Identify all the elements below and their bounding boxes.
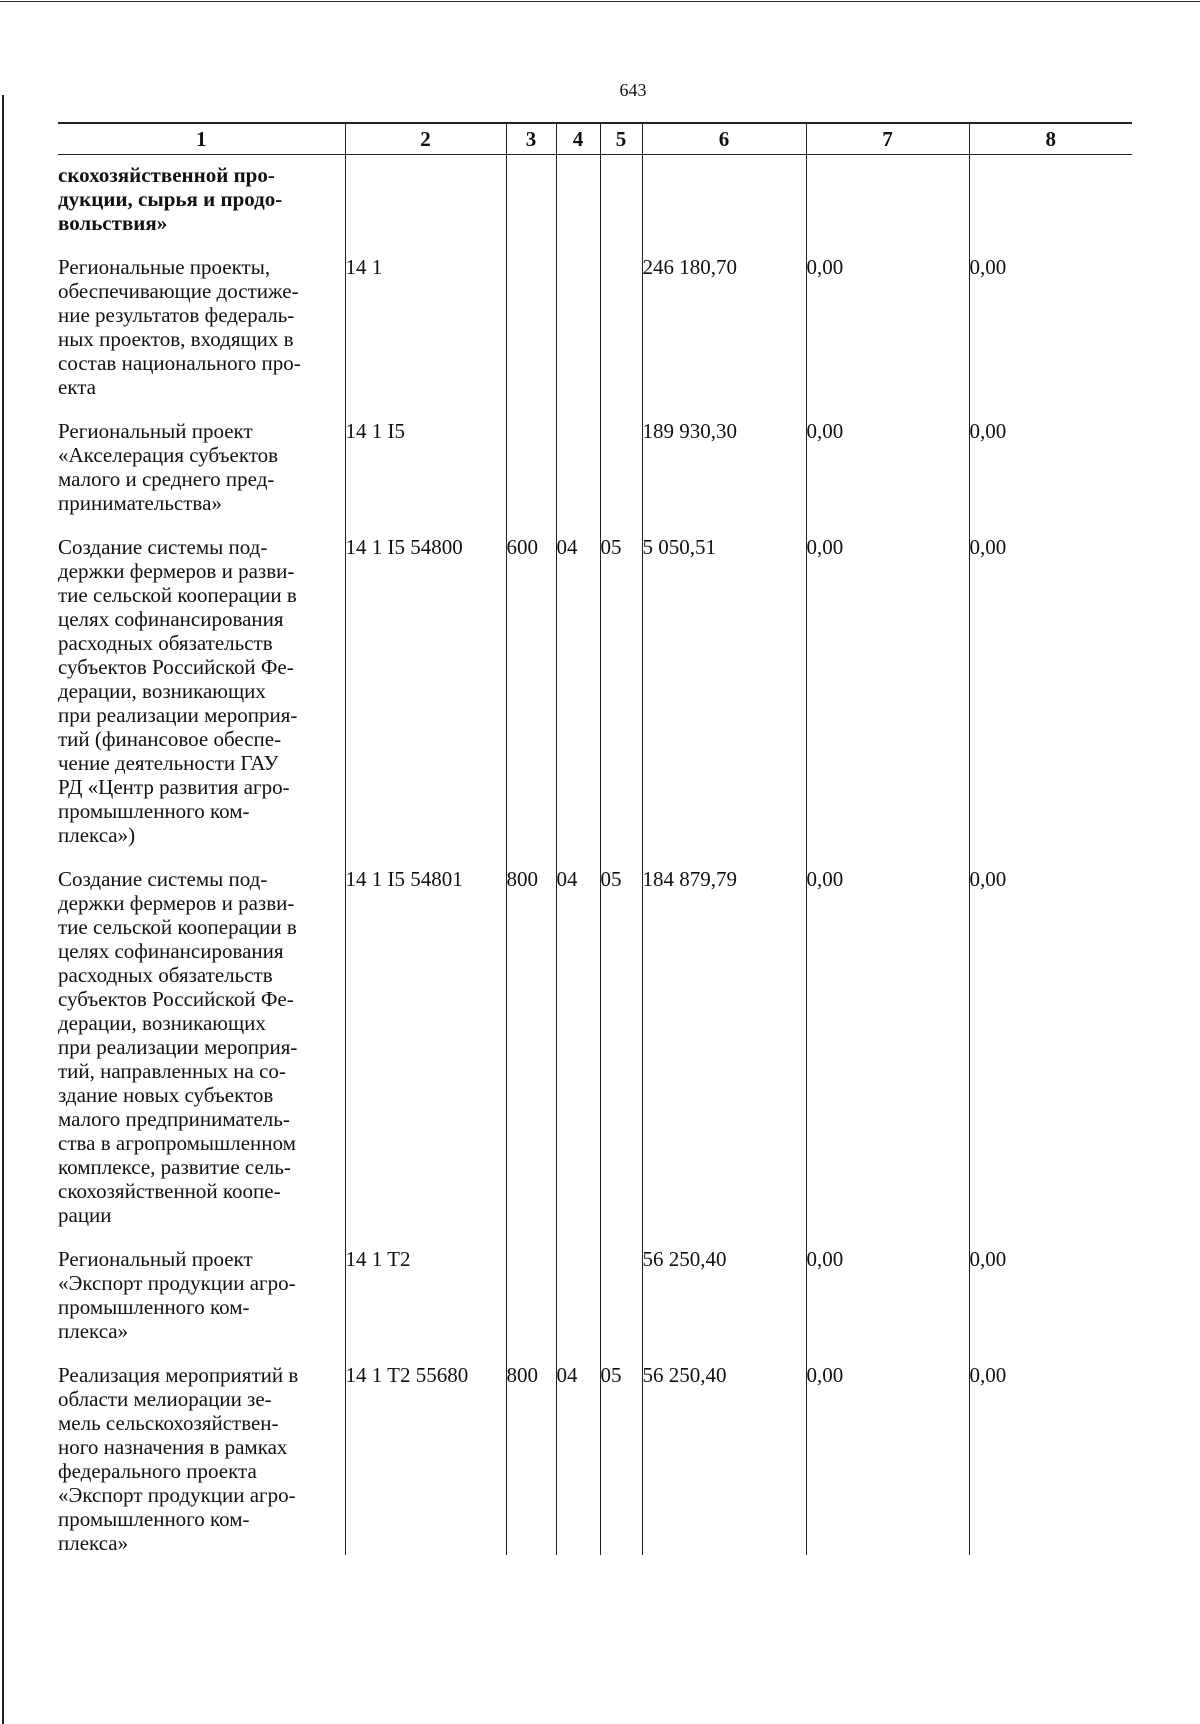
row-name: скохозяйственной про- дукции, сырья и продо- вольствия» xyxy=(58,155,345,236)
row-vr xyxy=(506,155,556,236)
budget-table xyxy=(58,122,1132,1555)
row-sum-col8: 0,00 xyxy=(969,1227,1132,1343)
row-code: 14 1 I5 54800 xyxy=(345,515,506,847)
row-rz: 04 xyxy=(556,847,600,1227)
row-sum-col6 xyxy=(642,155,806,236)
header-col-5: 5 xyxy=(600,123,642,155)
row-vr: 800 xyxy=(506,1343,556,1555)
row-name: Региональный проект «Акселерация субъектов малого и среднего пред- принимательства» xyxy=(58,399,345,515)
row-code xyxy=(345,155,506,236)
row-sum-col7: 0,00 xyxy=(806,847,969,1227)
row-name: Региональный проект «Экспорт продукции агро- промышленного ком- плекса» xyxy=(58,1227,345,1343)
row-sum-col8: 0,00 xyxy=(969,515,1132,847)
row-code: 14 1 T2 xyxy=(345,1227,506,1343)
header-col-3: 3 xyxy=(506,123,556,155)
header-col-4: 4 xyxy=(556,123,600,155)
header-col-1: 1 xyxy=(58,123,345,155)
row-pr xyxy=(600,399,642,515)
row-pr: 05 xyxy=(600,515,642,847)
row-pr xyxy=(600,155,642,236)
row-sum-col8: 0,00 xyxy=(969,847,1132,1227)
row-sum-col8: 0,00 xyxy=(969,399,1132,515)
row-sum-col6: 189 930,30 xyxy=(642,399,806,515)
row-vr: 800 xyxy=(506,847,556,1227)
row-name: Создание системы под- держки фермеров и разви- тие сельской кооперации в целях софинансирования расходных обязательств субъектов Российской Фе- дерации, возникающих при реализации мероприя- тий (финансовое обеспе- чение деятельности ГАУ РД «Центр развития агро- промышленного ком- плекса») xyxy=(58,515,345,847)
row-rz xyxy=(556,155,600,236)
row-rz: 04 xyxy=(556,515,600,847)
row-vr xyxy=(506,399,556,515)
row-sum-col7: 0,00 xyxy=(806,399,969,515)
table-row xyxy=(58,235,1132,399)
row-rz xyxy=(556,399,600,515)
row-sum-col6: 5 050,51 xyxy=(642,515,806,847)
row-sum-col7: 0,00 xyxy=(806,235,969,399)
row-code: 14 1 T2 55680 xyxy=(345,1343,506,1555)
row-sum-col6: 246 180,70 xyxy=(642,235,806,399)
row-pr: 05 xyxy=(600,847,642,1227)
row-code: 14 1 I5 xyxy=(345,399,506,515)
row-vr xyxy=(506,1227,556,1343)
row-rz xyxy=(556,1227,600,1343)
row-sum-col8: 0,00 xyxy=(969,235,1132,399)
row-name: Реализация мероприятий в области мелиорации зе- мель сельскохозяйствен- ного назначения в рамках федерального проекта «Экспорт продукции агро- промышленного ком- плекса» xyxy=(58,1343,345,1555)
row-sum-col7 xyxy=(806,155,969,236)
row-sum-col6: 56 250,40 xyxy=(642,1343,806,1555)
left-border-line xyxy=(2,95,4,1724)
row-rz xyxy=(556,235,600,399)
header-row xyxy=(58,123,1132,155)
row-rz: 04 xyxy=(556,1343,600,1555)
row-vr xyxy=(506,235,556,399)
table-row xyxy=(58,1343,1132,1555)
row-name: Создание системы под- держки фермеров и разви- тие сельской кооперации в целях софинансирования расходных обязательств субъектов Российской Фе- дерации, возникающих при реализации мероприя- тий, направленных на со- здание новых субъектов малого предприниматель- ства в агропромышленном комплексе, развитие сель- скохозяйственной коопе- рации xyxy=(58,847,345,1227)
row-vr: 600 xyxy=(506,515,556,847)
row-sum-col6: 184 879,79 xyxy=(642,847,806,1227)
row-sum-col7: 0,00 xyxy=(806,515,969,847)
row-sum-col6: 56 250,40 xyxy=(642,1227,806,1343)
header-col-7: 7 xyxy=(806,123,969,155)
row-code: 14 1 xyxy=(345,235,506,399)
top-border-line xyxy=(0,1,1200,2)
table-row xyxy=(58,155,1132,236)
table-row xyxy=(58,515,1132,847)
row-sum-col8 xyxy=(969,155,1132,236)
row-pr xyxy=(600,1227,642,1343)
table-row xyxy=(58,399,1132,515)
table-row xyxy=(58,847,1132,1227)
row-name: Региональные проекты, обеспечивающие достиже- ние результатов федераль- ных проектов, входящих в состав национального про- екта xyxy=(58,235,345,399)
row-pr xyxy=(600,235,642,399)
page-number: 643 xyxy=(619,80,647,100)
header-col-6: 6 xyxy=(642,123,806,155)
row-code: 14 1 I5 54801 xyxy=(345,847,506,1227)
table-row xyxy=(58,1227,1132,1343)
row-sum-col7: 0,00 xyxy=(806,1343,969,1555)
row-sum-col7: 0,00 xyxy=(806,1227,969,1343)
row-sum-col8: 0,00 xyxy=(969,1343,1132,1555)
row-pr: 05 xyxy=(600,1343,642,1555)
header-col-2: 2 xyxy=(345,123,506,155)
header-col-8: 8 xyxy=(969,123,1132,155)
